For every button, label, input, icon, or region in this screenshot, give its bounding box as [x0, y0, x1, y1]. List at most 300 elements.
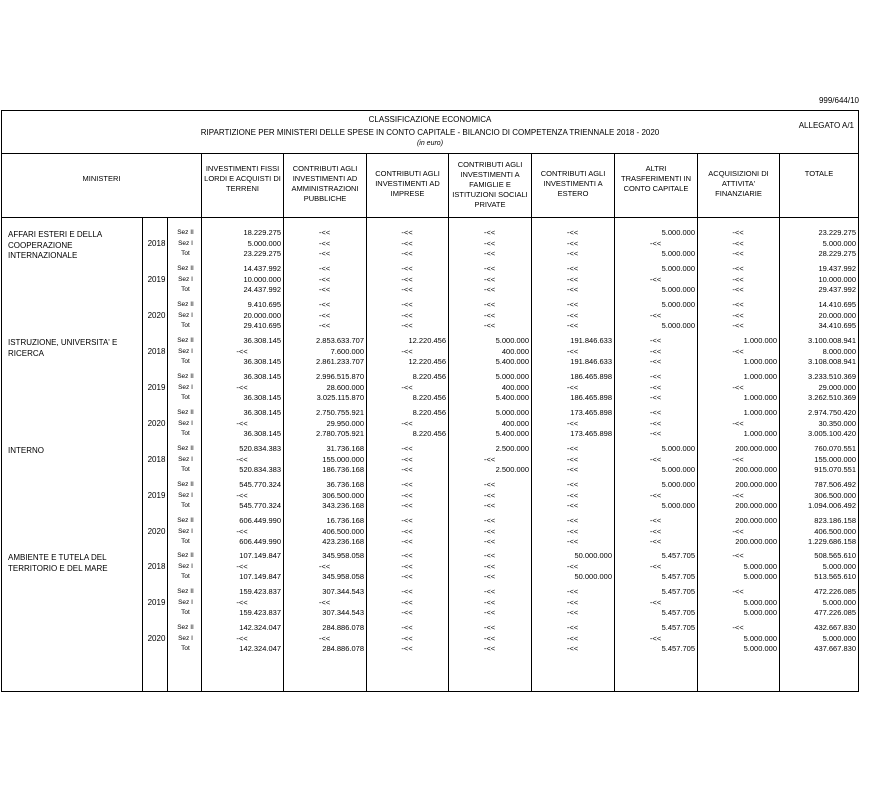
value-cell: -<<	[732, 382, 744, 392]
value-cell: -<<	[401, 526, 413, 536]
value-cell: -<<	[401, 228, 413, 237]
value-cell: -<<	[401, 274, 413, 284]
value-cell: -<<	[732, 587, 744, 596]
year-group	[2, 372, 858, 408]
value-cell: 2.500.000	[495, 465, 529, 474]
value-cell: -<<	[566, 516, 579, 525]
total-cell: 472.226.085	[814, 587, 856, 596]
total-cell: 20.000.000	[818, 310, 856, 320]
value-cell: 5.457.705	[661, 608, 695, 617]
value-cell: 2.780.705.921	[316, 429, 364, 438]
value-cell: -<<	[483, 526, 496, 536]
year-group	[2, 480, 858, 516]
table-subtitle: RIPARTIZIONE PER MINISTERI DELLE SPESE IN CONTO CAPITALE - BILANCIO DI COMPETENZA TRIENNALE 2018 - 2020	[200, 128, 660, 137]
value-cell: -<<	[732, 346, 744, 356]
value-cell: 5.000.000	[743, 597, 777, 607]
value-cell: 155.000.000	[322, 454, 364, 464]
value-cell: -<<	[401, 285, 413, 294]
total-cell: 437.667.830	[814, 644, 856, 653]
value-cell: 14.437.992	[243, 264, 281, 273]
total-cell: 915.070.551	[814, 465, 856, 474]
value-cell: -<<	[401, 516, 413, 525]
value-cell: 5.457.705	[661, 623, 695, 632]
value-cell: 191.846.633	[570, 336, 612, 345]
table-unit: (in euro)	[416, 140, 444, 147]
year-label: 2019	[147, 491, 166, 500]
value-cell: -<<	[401, 346, 413, 356]
year-group	[2, 587, 858, 623]
year-label: 2019	[147, 383, 166, 392]
value-cell: -<<	[483, 285, 496, 294]
column-header-altri-trasferimenti: ALTRI TRASFERIMENTI IN CONTO CAPITALE	[614, 154, 697, 218]
table-row	[2, 501, 858, 511]
value-cell: -<<	[401, 444, 413, 453]
value-cell: 306.500.000	[322, 490, 364, 500]
value-cell: 545.770.324	[239, 501, 281, 510]
value-cell: -<<	[318, 238, 331, 248]
value-cell: -<<	[483, 454, 496, 464]
value-cell: -<<	[318, 310, 331, 320]
section-label: Sez I	[178, 634, 193, 642]
value-cell: -<<	[649, 537, 662, 546]
total-cell: 432.667.830	[814, 623, 856, 632]
value-cell: -<<	[401, 454, 413, 464]
value-cell: -<<	[732, 238, 744, 248]
value-cell: -<<	[401, 623, 413, 632]
value-cell: -<<	[566, 238, 579, 248]
value-cell: 159.423.837	[239, 608, 281, 617]
value-cell: -<<	[649, 372, 662, 381]
section-label: Tot	[181, 502, 190, 509]
section-label: Sez I	[178, 383, 193, 391]
value-cell: -<<	[401, 561, 413, 571]
value-cell: -<<	[483, 480, 496, 489]
column-header-contributi-estero: CONTRIBUTI AGLI INVESTIMENTI A ESTERO	[531, 154, 614, 218]
year-group	[2, 444, 858, 480]
table-row	[2, 228, 858, 238]
value-cell: -<<	[649, 418, 662, 428]
year-label: 2019	[147, 598, 166, 607]
value-cell: -<<	[483, 310, 496, 320]
value-cell: -<<	[649, 526, 662, 536]
value-cell: 191.846.633	[570, 357, 612, 366]
value-cell: -<<	[318, 597, 331, 607]
value-cell: 606.449.990	[239, 516, 281, 525]
section-label: Sez II	[177, 552, 194, 559]
value-cell: -<<	[649, 382, 662, 392]
value-cell: 186.465.898	[570, 372, 612, 381]
section-label: Tot	[181, 466, 190, 473]
value-cell: 606.449.990	[239, 537, 281, 546]
total-cell: 34.410.695	[818, 321, 856, 330]
value-cell: 8.220.456	[412, 429, 446, 438]
section-label: Sez I	[178, 239, 193, 247]
table-row	[2, 408, 858, 418]
ministry-block	[2, 220, 858, 328]
value-cell: 5.000.000	[661, 300, 695, 309]
value-cell: -<<	[566, 608, 579, 617]
value-cell: 2.861.233.707	[316, 357, 364, 366]
total-cell: 5.000.000	[822, 238, 856, 248]
value-cell: 8.220.456	[412, 372, 446, 381]
value-cell: -<<	[401, 249, 413, 258]
value-cell: -<<	[566, 587, 579, 596]
total-cell: 406.500.000	[814, 526, 856, 536]
table-row	[2, 311, 858, 321]
value-cell: 5.000.000	[743, 572, 777, 581]
section-label: Sez II	[177, 624, 194, 631]
value-cell: 186.465.898	[570, 393, 612, 402]
value-cell: -<<	[649, 357, 662, 366]
value-cell: -<<	[566, 444, 579, 453]
total-cell: 5.000.000	[822, 561, 856, 571]
value-cell: 5.000.000	[495, 372, 529, 381]
value-cell: 8.220.456	[412, 408, 446, 417]
column-header-contributi-imprese: CONTRIBUTI AGLI INVESTIMENTI AD IMPRESE	[366, 154, 448, 218]
section-label: Tot	[181, 250, 190, 257]
value-cell: -<<	[566, 623, 579, 632]
table-row	[2, 562, 858, 572]
value-cell: -<<	[732, 285, 744, 294]
value-cell: -<<	[483, 516, 496, 525]
value-cell: 307.344.543	[322, 608, 364, 617]
value-cell: 9.410.695	[247, 300, 281, 309]
value-cell: 159.423.837	[239, 587, 281, 596]
section-label: Sez II	[177, 229, 194, 236]
table-row	[2, 491, 858, 501]
ministry-block	[2, 436, 858, 544]
value-cell: -<<	[649, 516, 662, 525]
value-cell: -<<	[401, 480, 413, 489]
value-cell: -<<	[649, 597, 662, 607]
value-cell: -<<	[566, 321, 579, 330]
value-cell: -<<	[483, 608, 496, 617]
value-cell: -<<	[401, 597, 413, 607]
value-cell: 423.236.168	[322, 537, 364, 546]
value-cell: 1.000.000	[743, 336, 777, 345]
ministry-block	[2, 328, 858, 436]
value-cell: 5.000.000	[661, 285, 695, 294]
value-cell: -<<	[236, 633, 248, 643]
value-cell: 36.308.145	[243, 393, 281, 402]
value-cell: -<<	[732, 490, 744, 500]
value-cell: -<<	[566, 465, 579, 474]
section-label: Sez I	[178, 455, 193, 463]
ministry-name: ISTRUZIONE, UNIVERSITA' E RICERCA	[8, 338, 118, 358]
total-cell: 3.100.008.941	[808, 336, 856, 345]
value-cell: -<<	[483, 633, 496, 643]
section-label: Sez II	[177, 409, 194, 416]
value-cell: -<<	[401, 310, 413, 320]
section-label: Tot	[181, 358, 190, 365]
value-cell: -<<	[566, 490, 579, 500]
value-cell: 5.000.000	[661, 480, 695, 489]
table-row	[2, 598, 858, 608]
total-cell: 29.437.992	[818, 285, 856, 294]
table-row	[2, 275, 858, 285]
value-cell: 173.465.898	[570, 429, 612, 438]
value-cell: -<<	[318, 264, 331, 273]
value-cell: 107.149.847	[239, 572, 281, 581]
value-cell: -<<	[483, 561, 496, 571]
value-cell: 31.736.168	[326, 444, 364, 453]
value-cell: -<<	[566, 382, 579, 392]
value-cell: -<<	[318, 633, 331, 643]
document-code: 999/644/10	[818, 96, 859, 105]
value-cell: 520.834.383	[239, 444, 281, 453]
value-cell: -<<	[649, 490, 662, 500]
year-label: 2020	[147, 311, 166, 320]
ministry-name: AMBIENTE E TUTELA DEL TERRITORIO E DEL MARE	[8, 553, 108, 573]
value-cell: 18.229.275	[243, 228, 281, 237]
value-cell: -<<	[318, 274, 331, 284]
value-cell: -<<	[566, 644, 579, 653]
table-row	[2, 527, 858, 537]
total-cell: 306.500.000	[814, 490, 856, 500]
value-cell: 50.000.000	[574, 572, 612, 581]
table-row	[2, 551, 858, 561]
value-cell: -<<	[732, 454, 744, 464]
value-cell: 2.853.633.707	[316, 336, 364, 345]
table-row	[2, 336, 858, 346]
section-label: Sez II	[177, 337, 194, 344]
value-cell: -<<	[318, 285, 331, 294]
value-cell: 1.000.000	[743, 429, 777, 438]
value-cell: -<<	[732, 418, 744, 428]
section-label: Sez I	[178, 562, 193, 570]
year-label: 2018	[147, 239, 166, 248]
value-cell: 24.437.992	[243, 285, 281, 294]
value-cell: 36.308.145	[243, 408, 281, 417]
table-row	[2, 455, 858, 465]
value-cell: -<<	[732, 249, 744, 258]
value-cell: -<<	[483, 644, 496, 653]
year-group	[2, 336, 858, 372]
value-cell: -<<	[401, 418, 413, 428]
value-cell: -<<	[649, 408, 662, 417]
section-label: Sez II	[177, 517, 194, 524]
year-label: 2019	[147, 275, 166, 284]
value-cell: -<<	[483, 537, 496, 546]
value-cell: -<<	[649, 633, 662, 643]
value-cell: 200.000.000	[735, 480, 777, 489]
total-cell: 477.226.085	[814, 608, 856, 617]
value-cell: -<<	[649, 310, 662, 320]
value-cell: 36.308.145	[243, 357, 281, 366]
value-cell: -<<	[401, 608, 413, 617]
table-row	[2, 419, 858, 429]
value-cell: 23.229.275	[243, 249, 281, 258]
value-cell: -<<	[566, 597, 579, 607]
section-label: Tot	[181, 430, 190, 437]
column-header-acquisizioni: ACQUISIZIONI DI ATTIVITA' FINANZIARIE	[697, 154, 779, 218]
value-cell: 400.000	[501, 382, 529, 392]
value-cell: -<<	[566, 454, 579, 464]
value-cell: -<<	[649, 346, 662, 356]
value-cell: -<<	[649, 274, 662, 284]
value-cell: -<<	[236, 382, 248, 392]
value-cell: -<<	[236, 418, 248, 428]
total-cell: 760.070.551	[814, 444, 856, 453]
section-label: Tot	[181, 573, 190, 580]
year-group	[2, 264, 858, 300]
value-cell: 186.736.168	[322, 465, 364, 474]
value-cell: 36.308.145	[243, 429, 281, 438]
value-cell: 12.220.456	[408, 336, 446, 345]
value-cell: -<<	[318, 561, 331, 571]
column-header-totale: TOTALE	[779, 154, 858, 218]
value-cell: 5.000.000	[661, 249, 695, 258]
value-cell: 16.736.168	[326, 516, 364, 525]
value-cell: 5.457.705	[661, 551, 695, 560]
total-cell: 23.229.275	[818, 228, 856, 237]
value-cell: -<<	[483, 501, 496, 510]
value-cell: 5.400.000	[495, 357, 529, 366]
value-cell: 284.886.078	[322, 644, 364, 653]
value-cell: -<<	[236, 454, 248, 464]
value-cell: -<<	[649, 336, 662, 345]
year-group	[2, 228, 858, 264]
value-cell: -<<	[483, 490, 496, 500]
value-cell: 5.457.705	[661, 644, 695, 653]
total-cell: 14.410.695	[818, 300, 856, 309]
table-row	[2, 572, 858, 582]
section-label: Tot	[181, 286, 190, 293]
total-cell: 10.000.000	[818, 274, 856, 284]
value-cell: -<<	[566, 537, 579, 546]
year-label: 2018	[147, 562, 166, 571]
value-cell: 5.000.000	[661, 465, 695, 474]
total-cell: 28.229.275	[818, 249, 856, 258]
value-cell: 142.324.047	[239, 644, 281, 653]
value-cell: -<<	[566, 274, 579, 284]
table-row	[2, 239, 858, 249]
section-label: Sez II	[177, 588, 194, 595]
value-cell: 200.000.000	[735, 516, 777, 525]
value-cell: 200.000.000	[735, 444, 777, 453]
table-row	[2, 634, 858, 644]
total-cell: 787.506.492	[814, 480, 856, 489]
column-header-contributi-famiglie: CONTRIBUTI AGLI INVESTIMENTI A FAMIGLIE E ISTITUZIONI SOCIALI PRIVATE	[448, 154, 531, 218]
value-cell: -<<	[483, 228, 496, 237]
table-row	[2, 383, 858, 393]
section-label: Tot	[181, 394, 190, 401]
value-cell: 8.220.456	[412, 393, 446, 402]
table-row	[2, 480, 858, 490]
value-cell: -<<	[649, 429, 662, 438]
value-cell: 3.025.115.870	[316, 393, 364, 402]
title-band	[2, 111, 858, 154]
value-cell: -<<	[483, 572, 496, 581]
table-row	[2, 516, 858, 526]
value-cell: -<<	[236, 490, 248, 500]
value-cell: -<<	[483, 249, 496, 258]
value-cell: -<<	[483, 300, 496, 309]
value-cell: -<<	[566, 264, 579, 273]
value-cell: 5.400.000	[495, 393, 529, 402]
value-cell: 7.600.000	[330, 346, 364, 356]
value-cell: -<<	[566, 633, 579, 643]
total-cell: 508.565.610	[814, 551, 856, 560]
year-label: 2020	[147, 527, 166, 536]
table-row	[2, 285, 858, 295]
value-cell: -<<	[483, 264, 496, 273]
value-cell: -<<	[566, 561, 579, 571]
section-label: Sez I	[178, 347, 193, 355]
value-cell: -<<	[318, 321, 331, 330]
total-cell: 155.000.000	[814, 454, 856, 464]
value-cell: -<<	[732, 264, 744, 273]
value-cell: 400.000	[501, 418, 529, 428]
value-cell: -<<	[483, 274, 496, 284]
value-cell: 400.000	[501, 346, 529, 356]
value-cell: -<<	[401, 382, 413, 392]
value-cell: 5.000.000	[661, 228, 695, 237]
value-cell: -<<	[649, 454, 662, 464]
budget-table	[1, 110, 859, 692]
value-cell: 5.000.000	[661, 321, 695, 330]
value-cell: -<<	[401, 238, 413, 248]
value-cell: 200.000.000	[735, 501, 777, 510]
total-cell: 19.437.992	[818, 264, 856, 273]
value-cell: -<<	[401, 633, 413, 643]
value-cell: 1.000.000	[743, 357, 777, 366]
value-cell: -<<	[401, 537, 413, 546]
section-label: Sez I	[178, 491, 193, 499]
value-cell: -<<	[401, 501, 413, 510]
table-row	[2, 372, 858, 382]
value-cell: 2.500.000	[495, 444, 529, 453]
column-header-row	[2, 154, 858, 218]
section-label: Tot	[181, 609, 190, 616]
value-cell: -<<	[483, 321, 496, 330]
table-row	[2, 347, 858, 357]
value-cell: 29.950.000	[326, 418, 364, 428]
value-cell: -<<	[236, 346, 248, 356]
value-cell: 1.000.000	[743, 372, 777, 381]
value-cell: -<<	[318, 249, 331, 258]
value-cell: -<<	[649, 393, 662, 402]
value-cell: 406.500.000	[322, 526, 364, 536]
value-cell: -<<	[566, 249, 579, 258]
value-cell: -<<	[566, 346, 579, 356]
value-cell: 10.000.000	[243, 274, 281, 284]
section-label: Sez I	[178, 527, 193, 535]
table-row	[2, 644, 858, 654]
total-cell: 8.000.000	[822, 346, 856, 356]
section-label: Tot	[181, 538, 190, 545]
value-cell: -<<	[566, 228, 579, 237]
value-cell: -<<	[236, 597, 248, 607]
total-cell: 3.262.510.369	[808, 393, 856, 402]
table-row	[2, 249, 858, 259]
value-cell: -<<	[236, 561, 248, 571]
total-cell: 1.229.686.158	[808, 537, 856, 546]
value-cell: -<<	[566, 285, 579, 294]
table-row	[2, 264, 858, 274]
value-cell: 5.000.000	[661, 444, 695, 453]
column-header-ministeri: MINISTERI	[82, 174, 121, 183]
value-cell: -<<	[566, 501, 579, 510]
value-cell: 5.000.000	[743, 633, 777, 643]
total-cell: 3.233.510.369	[808, 372, 856, 381]
total-cell: 513.565.610	[814, 572, 856, 581]
value-cell: -<<	[566, 418, 579, 428]
total-cell: 30.350.000	[818, 418, 856, 428]
section-label: Sez I	[178, 311, 193, 319]
value-cell: 5.000.000	[495, 408, 529, 417]
value-cell: 173.465.898	[570, 408, 612, 417]
